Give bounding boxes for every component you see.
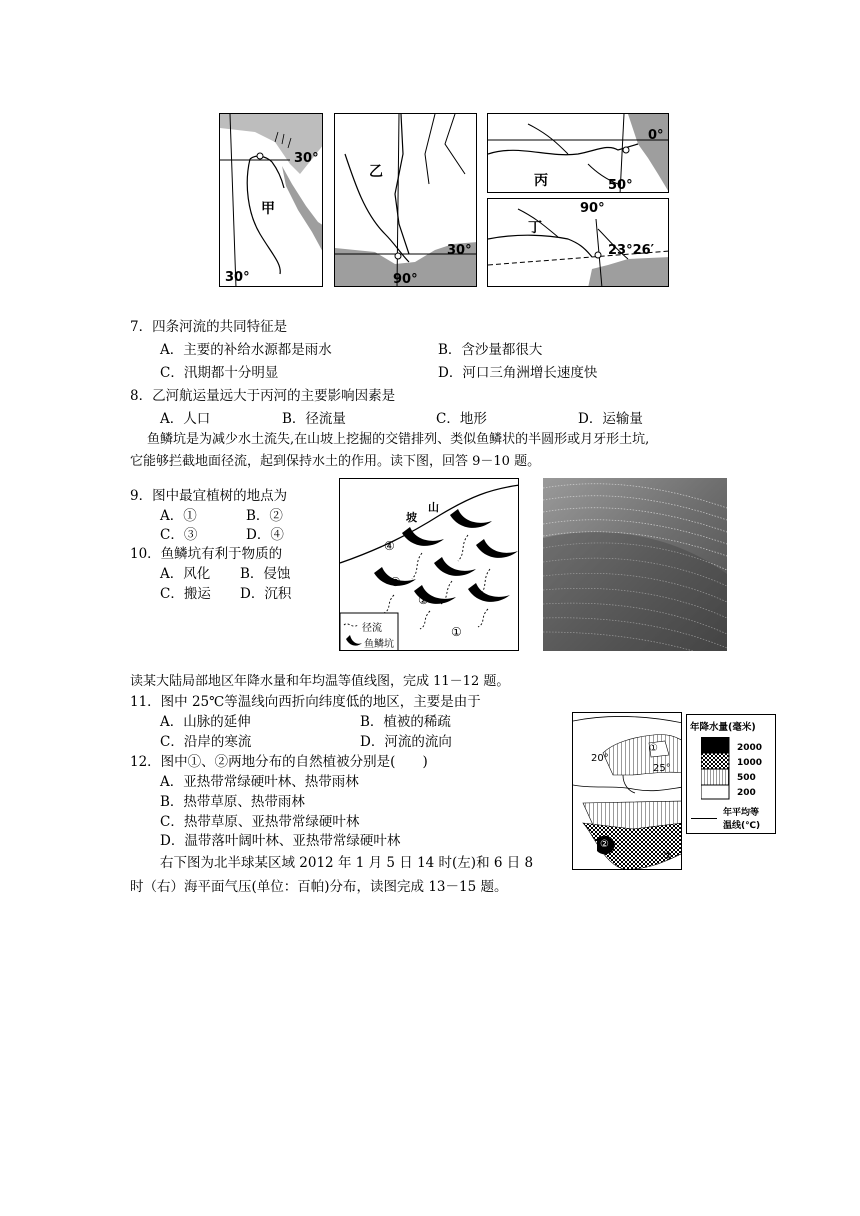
map-ding-lat: 23°26′ — [608, 243, 655, 258]
q8-stem: 8．乙河航运量远大于丙河的主要影响因素是 — [130, 388, 396, 404]
precip-marker-3: ③ — [663, 851, 672, 862]
q10-stem: 10．鱼鳞坑有利于物质的 — [130, 546, 283, 562]
map-jia-lon: 30° — [225, 270, 250, 285]
q10-option-a: A．风化 — [160, 566, 211, 582]
q10-option-d: D．沉积 — [240, 586, 292, 602]
map-yi-drawing — [335, 114, 477, 287]
pit-point-1: ① — [451, 625, 462, 639]
photo-drawing — [543, 478, 727, 651]
q12-option-d: D．温带落叶阔叶林、亚热带常绿硬叶林 — [160, 833, 401, 849]
q9-stem: 9．图中最宜植树的地点为 — [130, 488, 288, 504]
q11-option-b: B．植被的稀疏 — [360, 714, 451, 730]
q7-option-c: C．汛期都十分明显 — [160, 365, 279, 381]
map-bing-drawing — [488, 114, 669, 193]
q8-option-b: B．径流量 — [282, 411, 346, 427]
map-yi-lon: 90° — [393, 272, 418, 287]
q12-option-c: C．热带草原、亚热带常绿硬叶林 — [160, 814, 360, 830]
intro-9-10-line2: 它能够拦截地面径流，起到保持水土的作用。读下图，回答 9－10 题。 — [130, 454, 541, 469]
q8-option-d: D．运输量 — [578, 411, 643, 427]
q8-option-c: C．地形 — [436, 411, 487, 427]
map-bing-lat: 0° — [648, 128, 664, 143]
pit-label-po: 坡 — [406, 511, 417, 524]
fish-scale-pit-diagram — [339, 478, 519, 651]
pit-point-2: ② — [418, 593, 429, 607]
map-bing — [487, 113, 669, 193]
q11-stem: 11．图中 25℃等温线向西折向纬度低的地区，主要是由于 — [130, 694, 481, 710]
q10-option-b: B．侵蚀 — [240, 566, 291, 582]
q7-stem: 7．四条河流的共同特征是 — [130, 319, 288, 335]
map-yi-label: 乙 — [369, 164, 383, 180]
map-yi — [334, 113, 477, 287]
map-ding — [487, 198, 669, 287]
q9-option-b: B．② — [246, 508, 283, 524]
q7-option-d: D．河口三角洲增长速度快 — [438, 365, 598, 381]
legend-iso-label-2: 温线(℃) — [723, 821, 761, 831]
q7-option-b: B．含沙量都很大 — [438, 342, 543, 358]
q11-option-d: D．河流的流向 — [360, 734, 452, 750]
precipitation-isotherm-map — [572, 712, 682, 870]
q9-option-d: D．④ — [246, 527, 284, 543]
map-jia-label: 甲 — [261, 201, 275, 217]
intro-9-10-line1: 鱼鳞坑是为减少水土流失,在山坡上挖掘的交错排列、类似鱼鳞状的半圆形或月牙形土坑, — [147, 432, 650, 447]
legend-swatches — [701, 737, 731, 801]
legend-200: 200 — [737, 788, 756, 798]
q8-option-a: A．人口 — [160, 411, 211, 427]
terraced-slope-photo — [543, 478, 727, 651]
precip-marker-2: ② — [600, 839, 609, 850]
q10-option-c: C．搬运 — [160, 586, 211, 602]
pit-legend-pit: 鱼鳞坑 — [364, 639, 394, 650]
legend-iso-line — [691, 818, 717, 819]
pit-point-4: ④ — [384, 539, 395, 553]
q12-stem: 12．图中①、②两地分布的自然植被分别是( ) — [130, 754, 428, 770]
intro-13-15-line2: 时（右）海平面气压(单位：百帕)分布，读图完成 13－15 题。 — [130, 879, 508, 895]
precip-map-drawing — [573, 713, 682, 870]
q7-option-a: A．主要的补给水源都是雨水 — [160, 342, 332, 358]
map-bing-lon: 50° — [608, 178, 633, 193]
intro-11-12: 读某大陆局部地区年降水量和年均温等值线图，完成 11－12 题。 — [130, 674, 510, 689]
precip-marker-1: ① — [649, 743, 658, 754]
q11-option-c: C．沿岸的寒流 — [160, 734, 252, 750]
pit-legend-runoff: 径流 — [362, 623, 382, 634]
legend-title: 年降水量(毫米) — [690, 722, 756, 733]
legend-2000: 2000 — [737, 743, 763, 753]
map-yi-lat: 30° — [447, 243, 472, 258]
map-jia — [219, 113, 323, 287]
map-bing-label: 丙 — [534, 173, 548, 189]
legend-1000: 1000 — [737, 758, 763, 768]
q11-option-a: A．山脉的延伸 — [160, 714, 251, 730]
precipitation-legend — [686, 714, 776, 834]
precip-iso-20: 20° — [591, 753, 609, 764]
legend-iso-label-1: 年平均等 — [723, 808, 760, 818]
map-ding-lon: 90° — [580, 201, 605, 216]
precip-iso-25: 25° — [653, 763, 671, 774]
q9-option-c: C．③ — [160, 527, 198, 543]
legend-500: 500 — [737, 773, 756, 783]
pit-point-3: ③ — [390, 575, 401, 589]
map-jia-lat: 30° — [294, 151, 319, 166]
q9-option-a: A．① — [160, 508, 197, 524]
q12-option-a: A．亚热带常绿硬叶林、热带雨林 — [160, 774, 359, 790]
intro-13-15-line1: 右下图为北半球某区域 2012 年 1 月 5 日 14 时(左)和 6 日 8 — [160, 855, 534, 871]
pit-label-shan: 山 — [428, 501, 439, 514]
map-ding-label: 丁 — [528, 220, 542, 236]
q12-option-b: B．热带草原、热带雨林 — [160, 794, 305, 810]
